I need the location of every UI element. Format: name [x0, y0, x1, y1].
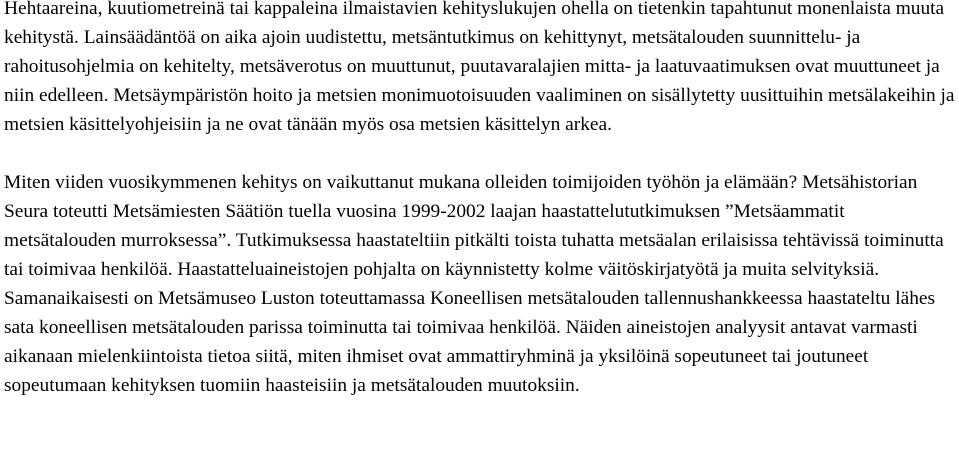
paragraph-gap — [4, 139, 956, 168]
paragraph-research: Miten viiden vuosikymmenen kehitys on vaikuttanut mukana olleiden toimijoiden työhön ja elämään? Metsähistorian Seura toteutti Metsämiesten Säätiön tuella vuosina 1999-2002 laajan haastattelututkimuksen ”Metsäammatit metsätalouden murroksessa”. Tutkimuksessa haastateltiin pitkälti toista tuhatta metsäalan erilaisissa tehtävissä toiminutta tai toimivaa henkilöä. Haastatteluaineistojen pohjalta on käynnistetty kolme väitöskirjatyötä ja muita selvityksiä. Samanaikaisesti on Metsämuseo Luston toteuttamassa Koneellisen metsätalouden tallennushankkeessa haastateltu lähes sata koneellisen metsätalouden parissa toiminutta tai toimivaa henkilöä. Näiden aineistojen analyysit antavat varmasti aikanaan mielenkiintoista tietoa siitä, miten ihmiset ovat ammattiryhminä ja yksilöinä sopeutuneet tai joutuneet sopeutumaan kehityksen tuomiin haasteisiin ja metsätalouden muutoksiin. — [4, 172, 944, 396]
paragraph-development: Hehtaareina, kuutiometreinä tai kappaleina ilmaistavien kehityslukujen ohella on tietenkin tapahtunut monenlaista muuta kehitystä. Lainsäädäntöä on aika ajoin uudistettu, metsäntutkimus on kehittynyt, metsätalouden suunnittelu- ja rahoitusohjelmia on kehitelty, metsäverotus on muuttunut, puutavaralajien mitta- ja laatuvaatimuksen ovat muuttuneet ja niin edelleen. Metsäympäristön hoito ja metsien monimuotoisuuden vaaliminen on sisällytetty uusittuihin metsälakeihin ja metsien käsittelyohjeisiin ja ne ovat tänään myös osa metsien käsittelyn arkea. — [4, 0, 955, 135]
